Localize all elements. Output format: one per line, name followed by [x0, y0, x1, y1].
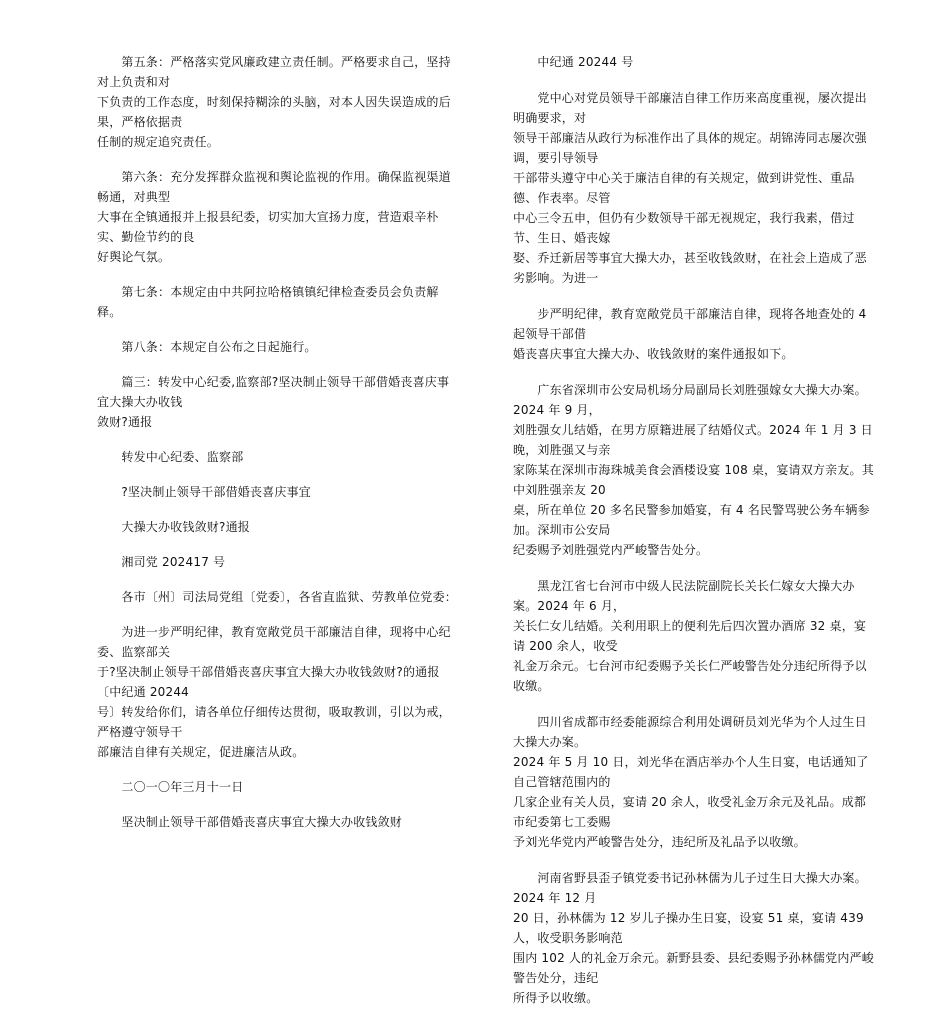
- paragraph-article-5: 第五条：严格落实党风廉政建立责任制。严格要求自己，坚持对上负责和对 下负责的工作态度，时刻保持糊涂的头脑，对本人因失误造成的后果，严格依据责 任制的规定追究责任。: [97, 55, 451, 149]
- paragraph-article-6: 第六条：充分发挥群众监视和舆论监视的作用。确保监视渠道畅通，对典型 大事在全镇通报并上报县纪委，切实加大宣扬力度，营造艰辛朴实、勤俭节约的良 好舆论气氛。: [97, 170, 451, 264]
- section-heading-part-3: 篇三：转发中心纪委,监察部?坚决制止领导干部借婚丧喜庆事宜大操大办收钱 敛财?通报: [97, 375, 450, 429]
- date-line: 二〇一〇年三月十一日: [97, 780, 244, 794]
- forward-title-line-3: 大操大办收钱敛财?通报: [97, 520, 250, 534]
- case-2-paragraph: 黑龙江省七台河市中级人民法院副院长关长仁嫁女大操大办案。2024 年 6 月， 关长仁女儿结婚。关利用职上的便利先后四次置办酒席 32 桌，宴请 200 余人，收受 礼金万余元。七台河市纪委赐予关长仁严峻警告处分违纪所得予以收缴。: [513, 579, 867, 693]
- case-4-paragraph: 河南省野县歪子镇党委书记孙林儒为儿子过生日大操大办案。2024 年 12 月 20 日，孙林儒为 12 岁儿子操办生日宴，设宴 51 桌，宴请 439 人，收受职务影响范 围内 102 人的礼金万余元。新野县委、县纪委赐予孙林儒党内严峻警告处分，违纪 所得予以收缴。: [513, 871, 874, 1005]
- left-column: [97, 52, 459, 847]
- notice-title: 坚决制止领导干部借婚丧喜庆事宜大操大办收钱敛财: [97, 815, 403, 829]
- document-number: 湘司党 202417 号: [97, 555, 226, 569]
- forward-title-line-2: ?坚决制止领导干部借婚丧喜庆事宜: [97, 485, 311, 499]
- addressee-line: 各市〔州〕司法局党组〔党委〕，各省直监狱、劳教单位党委：: [97, 590, 458, 604]
- forward-body-paragraph: 为进一步严明纪律，教育宽敞党员干部廉洁自律，现将中心纪委、监察部关 于?坚决制止领导干部借婚丧喜庆事宜大操大办收钱敛财?的通报〔中纪通 20244 号〕转发给你们，请各单位仔细传达贯彻，吸取教训，引以为戒，严格遵守领导干 部廉洁自律有关规定，促进廉洁从政。: [97, 625, 451, 759]
- forward-title-line-1: 转发中心纪委、监察部: [97, 450, 244, 464]
- notice-intro-continued: 步严明纪律，教育宽敞党员干部廉洁自律，现将各地查处的 4 起领导干部借 婚丧喜庆事宜大操大办、收钱敛财的案件通报如下。: [513, 307, 867, 361]
- notice-number: 中纪通 20244 号: [513, 55, 634, 69]
- notice-intro-paragraph: 党中心对党员领导干部廉洁自律工作历来高度重视，屡次提出明确要求，对 领导干部廉洁从政行为标准作出了具体的规定。胡锦涛同志屡次强调，要引导领导 干部带头遵守中心关于廉洁自律的有关规定，做到讲党性、重品德、作表率。尽管 中心三令五申，但仍有少数领导干部无视规定，我行我素，借过节、生日、婚丧嫁 娶、乔迁新居等事宜大操大办，甚至收钱敛财，在社会上造成了恶劣影响。为进一: [513, 91, 867, 285]
- paragraph-article-8: 第八条：本规定自公布之日起施行。: [97, 340, 317, 354]
- right-column: [513, 52, 875, 1024]
- case-1-paragraph: 广东省深圳市公安局机场分局副局长刘胜强嫁女大操大办案。2024 年 9 月， 刘胜强女儿结婚，在男方原籍进展了结婚仪式。2024 年 1 月 3 日晚，刘胜强又与亲 家陈某在深圳市海珠城美食会酒楼设宴 108 桌，宴请双方亲友。其中刘胜强亲友 20 桌，所在单位 20 多名民警参加婚宴，有 4 名民警骂驶公务车辆参加。深圳市公安局 纪委赐予刘胜强党内严峻警告处分。: [513, 383, 874, 557]
- case-3-paragraph: 四川省成都市经委能源综合利用处调研员刘光华为个人过生日大操大办案。 2024 年 5 月 10 日，刘光华在酒店举办个人生日宴，电话通知了自己管辖范围内的 几家企业有关人员，宴请 20 余人，收受礼金万余元及礼品。成都市纪委第七工委赐 予刘光华党内严峻警告处分，违纪所及礼品予以收缴。: [513, 715, 869, 849]
- paragraph-article-7: 第七条：本规定由中共阿拉哈格镇镇纪律检查委员会负责解释。: [97, 285, 439, 319]
